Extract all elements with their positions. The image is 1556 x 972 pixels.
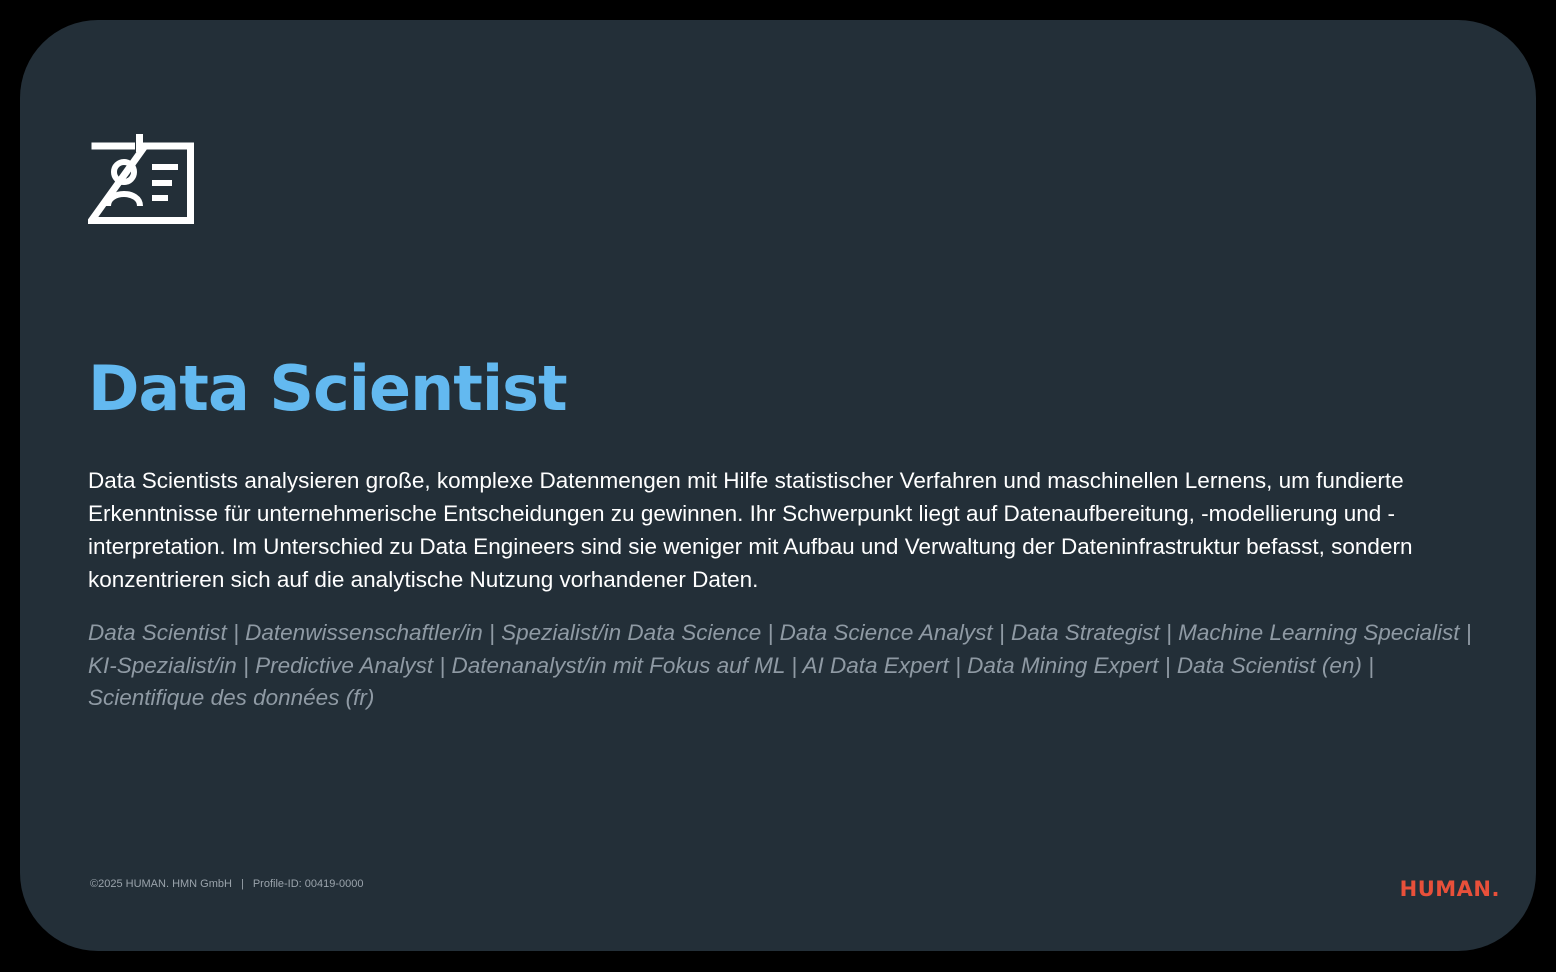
footer	[90, 878, 364, 890]
profile-title: Data Scientist	[88, 352, 567, 425]
id-badge-icon	[88, 134, 194, 224]
profile-description: Data Scientists analysieren große, komplexe Datenmengen mit Hilfe statistischer Verfahren und maschinellen Lernens, um fundierte Erkenntnisse für unternehmerische Entscheidungen zu gewinnen. Ihr Schwerpunkt liegt auf Datenaufbereitung, -modellierung und -interpretation. Im Unterschied zu Data Engineers sind sie weniger mit Aufbau und Verwaltung der Dateninfrastruktur befasst, sondern konzentrieren sich auf die analytische Nutzung vorhandener Daten.	[88, 468, 1413, 592]
job-title-aliases: Data Scientist | Datenwissenschaftler/in | Spezialist/in Data Science | Data Science Analyst | Data Strategist | Machine Learning Specialist | KI-Spezialist/in | Predictive Analyst | Datenanalyst/in mit Fokus auf ML | AI Data Expert | Data Mining Expert | Data Scientist (en) | Scientifique des données (fr)	[88, 620, 1472, 710]
profile-id: Profile-ID: 00419-0000	[252, 878, 364, 890]
brand-logo: HUMAN.	[1399, 877, 1500, 901]
copyright-text: ©2025 HUMAN. HMN GmbH	[90, 878, 232, 890]
footer-separator: |	[240, 878, 244, 890]
profile-card	[20, 20, 1536, 951]
